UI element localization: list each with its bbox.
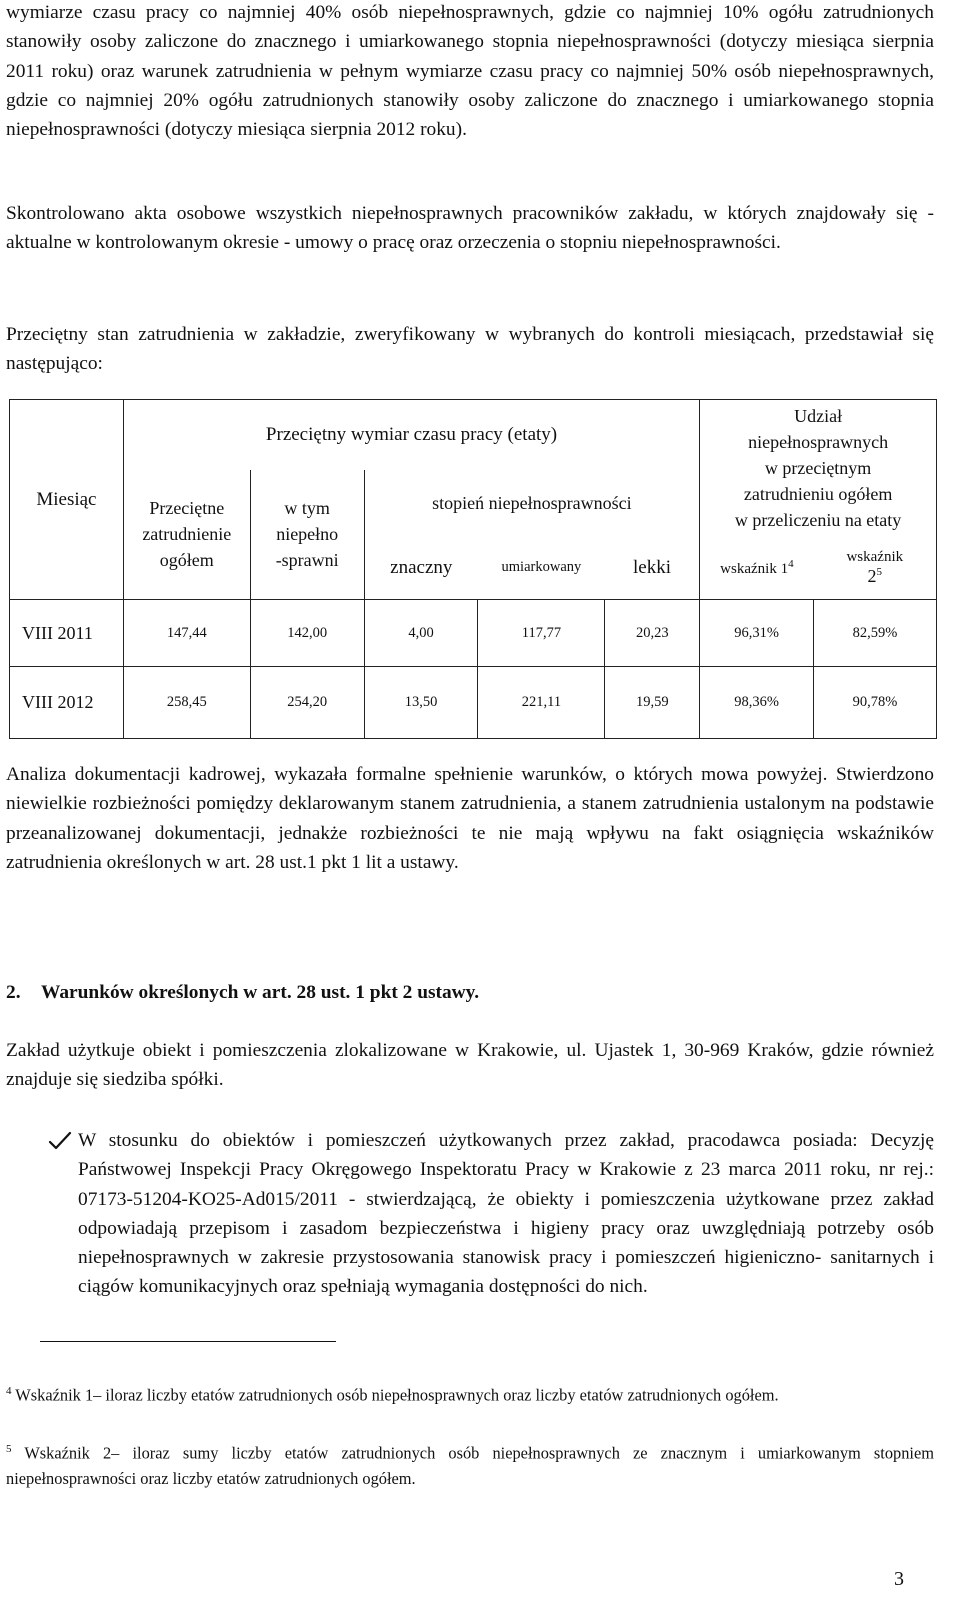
paragraph-employment: Przeciętny stan zatrudnienia w zakładzie, zweryfikowany w wybranych do kontroli miesiącach, przedstawiał się następująco: <box>6 324 934 375</box>
page-number: 3 <box>894 1568 904 1590</box>
footnote-4: $^4$ Wskaźnik 1– iloraz liczby etatów zatrudnionych osób niepełnosprawnych oraz liczby etatów zatrudnionych ogółem. <box>6 1385 779 1405</box>
header-indicator-1: wskaźnik $1^4$ <box>700 537 814 600</box>
footnote-divider <box>40 1341 336 1342</box>
cell-umiarkowany: 117,77 <box>478 600 605 667</box>
section-heading <box>6 978 479 1007</box>
cell-total: 258,45 <box>123 667 250 739</box>
paragraph-intro: wymiarze czasu pracy co najmniej 40% osób niepełnosprawnych, gdzie co najmniej 10% ogółu zatrudnionych stanowiły osoby zaliczone do znacznego i umiarkowanego stopnia niepełnosprawności (dotyczy miesiąca sierpnia 2011 roku) oraz warunek zatrudnienia w pełnym wymiarze czasu pracy co najmniej 50% osób niepełnosprawnych, gdzie co najmniej 20% ogółu zatrudnionych stanowiły osoby zaliczone do znacznego i umiarkowanego stopnia niepełnosprawności (dotyczy miesiąca sierpnia 2012 roku). <box>6 2 934 141</box>
cell-month: VIII 2012 <box>10 667 124 739</box>
checklist-item <box>48 1126 934 1302</box>
cell-disabled: 142,00 <box>250 600 364 667</box>
header-total: Przeciętne zatrudnienie ogółem <box>123 470 250 600</box>
cell-umiarkowany: 221,11 <box>478 667 605 739</box>
checklist-item-text: W stosunku do obiektów i pomieszczeń użytkowanych przez zakład, pracodawca posiada: Decyzję Państwowej Inspekcji Pracy Okręgowego Inspektoratu Pracy w Krakowie z 23 marca 2011 roku, nr rej.: 07173-51204-KO25-Ad015/2011 - stwierdzającą, że obiekty i pomieszczenia użytkowane przez zakład odpowiadają przepisom i zasadom bezpieczeństwa i higieny pracy oraz uwzględniają potrzeby osób niepełnosprawnych w zakresie przystosowania stanowisk pracy i pomieszczeń higieniczno- sanitarnych i ciągów komunikacyjnych oraz spełniają wymagania dostępności do nich. <box>78 1130 934 1298</box>
cell-indicator-2: 82,59% <box>814 600 937 667</box>
header-disabled: w tym niepełno -sprawni <box>250 470 364 600</box>
header-avg-time: Przeciętny wymiar czasu pracy (etaty) <box>123 400 699 470</box>
section-number: 2. <box>6 982 21 1003</box>
table-row <box>10 667 937 739</box>
employment-table <box>9 399 937 739</box>
paragraph-records: Skontrolowano akta osobowe wszystkich niepełnosprawnych pracowników zakładu, w których znajdowały się - aktualne w kontrolowanym okresie - umowy o pracę oraz orzeczenia o stopniu niepełnosprawności. <box>6 203 934 254</box>
header-umiarkowany: umiarkowany <box>478 537 605 600</box>
header-indicator-2: wskaźnik $2^5$ <box>814 537 937 600</box>
cell-total: 147,44 <box>123 600 250 667</box>
paragraph-location: Zakład użytkuje obiekt i pomieszczenia zlokalizowane w Krakowie, ul. Ujastek 1, 30-969 Kraków, gdzie również znajduje się siedziba spółki. <box>6 1040 934 1091</box>
table-row <box>10 600 937 667</box>
cell-indicator-1: 96,31% <box>700 600 814 667</box>
header-degree: stopień niepełnosprawności <box>364 470 700 537</box>
cell-lekki: 19,59 <box>605 667 700 739</box>
cell-disabled: 254,20 <box>250 667 364 739</box>
cell-znaczny: 13,50 <box>364 667 478 739</box>
header-share: Udział niepełnosprawnych w przeciętnym zatrudnieniu ogółem w przeliczeniu na etaty <box>700 400 937 537</box>
paragraph-analysis: Analiza dokumentacji kadrowej, wykazała formalne spełnienie warunków, o których mowa powyżej. Stwierdzono niewielkie rozbieżności pomiędzy deklarowanym stanem zatrudnienia, a stanem zatrudnienia ustalonym na podstawie przeanalizowanej dokumentacji, jednakże rozbieżności te nie mają wpływu na fakt osiągnięcia wskaźników zatrudnienia określonych w art. 28 ust.1 pkt 1 lit a ustawy. <box>6 764 934 873</box>
cell-lekki: 20,23 <box>605 600 700 667</box>
header-znaczny: znaczny <box>364 537 478 600</box>
footnote-5: $^5$ Wskaźnik 2– iloraz sumy liczby etatów zatrudnionych osób niepełnosprawnych ze znacznym i umiarkowanym stopniem niepełnosprawności oraz liczby etatów zatrudnionych ogółem. <box>6 1443 934 1489</box>
header-month: Miesiąc <box>10 400 124 600</box>
cell-month: VIII 2011 <box>10 600 124 667</box>
cell-znaczny: 4,00 <box>364 600 478 667</box>
section-title: Warunków określonych w art. 28 ust. 1 pkt 2 ustawy. <box>41 982 480 1003</box>
cell-indicator-2: 90,78% <box>814 667 937 739</box>
cell-indicator-1: 98,36% <box>700 667 814 739</box>
header-lekki: lekki <box>605 537 700 600</box>
check-mark-icon <box>48 1130 72 1152</box>
